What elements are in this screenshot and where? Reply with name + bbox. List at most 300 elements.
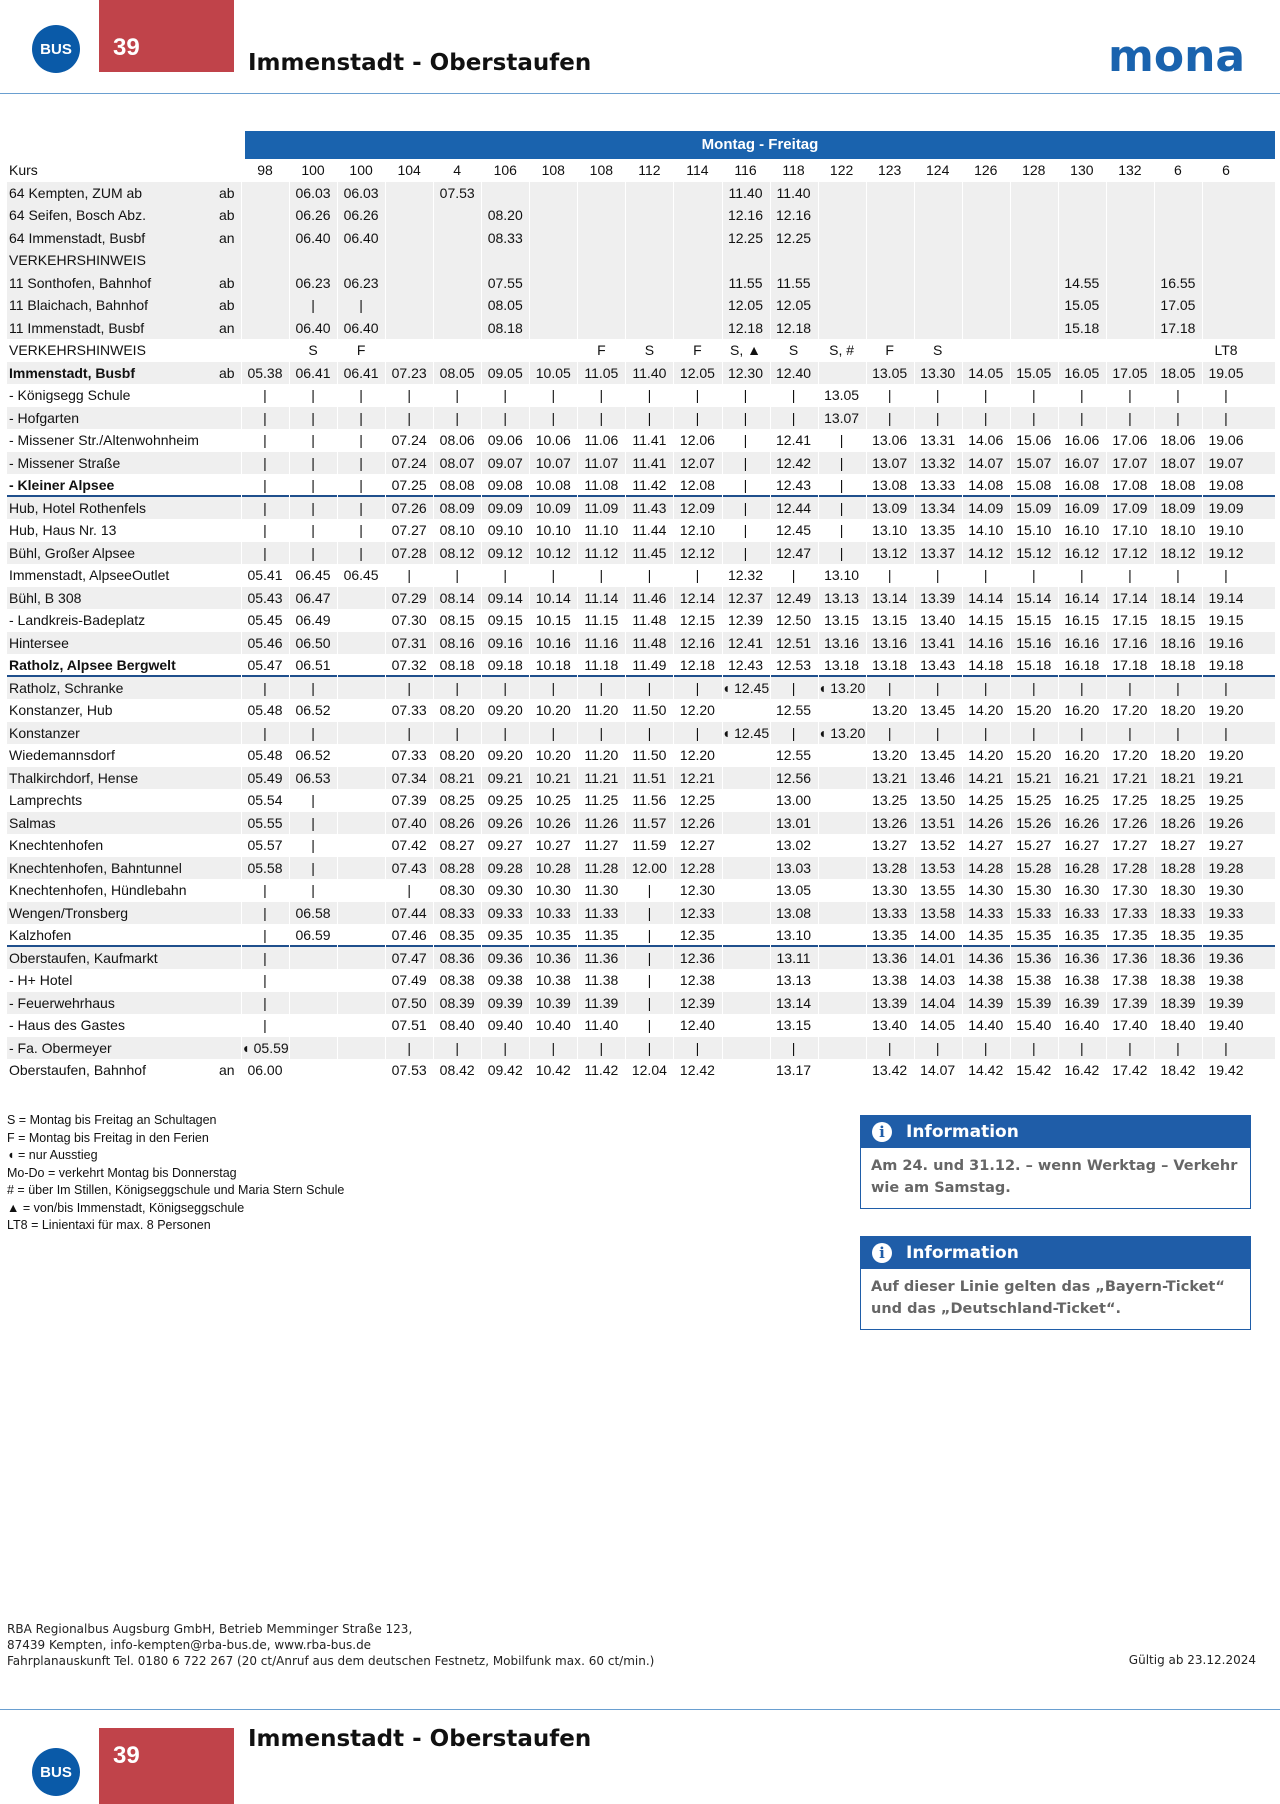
column-separator: [337, 609, 338, 632]
time-cell: |: [263, 477, 267, 493]
time-cell: 12.26: [679, 814, 715, 831]
time-cell: 19.30: [1208, 882, 1244, 898]
kurs-number: 6: [1174, 162, 1182, 178]
time-cell: 05.48: [247, 747, 283, 763]
column-separator: [866, 204, 867, 227]
column-separator: [1106, 249, 1107, 272]
column-separator: [289, 969, 290, 992]
column-separator: [577, 272, 578, 295]
column-separator: [1106, 317, 1107, 340]
arrival-departure-indicator: ab: [219, 184, 235, 201]
info-box-tickets: [860, 1236, 1251, 1330]
time-cell: 19.38: [1208, 972, 1244, 988]
column-separator: [914, 182, 915, 205]
time-cell: F: [597, 342, 606, 358]
column-separator: [1106, 339, 1107, 362]
time-cell: 13.07: [872, 454, 908, 471]
table-row: [7, 452, 1275, 475]
column-separator: [818, 1059, 819, 1082]
table-row: [7, 429, 1275, 452]
kurs-number: 108: [541, 162, 565, 178]
time-cell: 19.15: [1208, 612, 1244, 628]
time-cell: 13.00: [776, 792, 812, 808]
time-cell: 13.16: [824, 634, 860, 651]
time-cell: 16.08: [1064, 477, 1100, 493]
stop-name: Immenstadt, AlpseeOutlet: [9, 567, 170, 583]
arrival-departure-indicator: ab: [219, 207, 235, 223]
time-cell: 11.18: [584, 657, 619, 673]
time-cell: |: [1080, 387, 1084, 403]
info-icon: i: [872, 1122, 892, 1142]
column-separator: [818, 362, 819, 385]
column-separator: [770, 249, 771, 272]
time-cell: 09.42: [487, 1062, 523, 1078]
day-band: Montag - Freitag: [245, 131, 1275, 159]
time-cell: 19.40: [1208, 1017, 1244, 1033]
time-cell: |: [743, 409, 748, 426]
time-cell: 19.12: [1208, 544, 1244, 561]
time-cell: |: [551, 409, 556, 426]
table-row: [7, 564, 1275, 587]
time-cell: 11.16: [584, 634, 619, 651]
time-cell: 13.34: [920, 499, 956, 516]
stop-name: 64 Kempten, ZUM ab: [9, 184, 143, 201]
time-cell: 13.55: [920, 882, 956, 898]
time-cell: |: [695, 679, 700, 696]
time-cell: 18.16: [1160, 634, 1196, 651]
time-cell: |: [263, 454, 267, 471]
time-cell: 15.26: [1016, 814, 1052, 831]
time-cell: |: [983, 567, 988, 583]
stop-name: 11 Blaichach, Bahnhof: [9, 297, 149, 313]
column-separator: [385, 227, 386, 250]
time-cell: 15.38: [1016, 972, 1052, 988]
time-cell: 06.00: [247, 1062, 283, 1078]
column-separator: [625, 204, 626, 227]
time-cell: 06.51: [295, 657, 331, 673]
table-row: [7, 339, 1275, 362]
time-cell: 17.39: [1112, 994, 1148, 1011]
arrival-departure-indicator: an: [219, 1062, 235, 1078]
stop-name: - Landkreis-Badeplatz: [9, 612, 146, 628]
time-cell: 15.05: [1016, 364, 1052, 381]
time-cell: 12.55: [776, 702, 812, 718]
time-cell: 11.50: [632, 702, 667, 718]
time-cell: 17.35: [1112, 927, 1148, 943]
time-cell: 06.59: [295, 927, 331, 943]
time-cell: |: [311, 814, 315, 831]
time-cell: 05.58: [247, 859, 283, 876]
time-cell: |: [1176, 1039, 1180, 1056]
time-cell: 12.42: [679, 1062, 715, 1078]
time-cell: 12.37: [727, 589, 764, 606]
column-separator: [241, 227, 242, 250]
time-cell: 09.40: [487, 1017, 523, 1033]
time-cell: |: [983, 724, 988, 741]
time-cell: |: [503, 409, 508, 426]
info-box-holiday: [860, 1115, 1251, 1209]
time-cell: |: [1128, 409, 1132, 426]
stop-name: 11 Sonthofen, Bahnhof: [9, 274, 152, 291]
time-cell: 09.18: [487, 657, 523, 673]
column-separator: [673, 204, 674, 227]
column-separator: [866, 272, 867, 295]
time-cell: |: [983, 387, 988, 403]
column-separator: [433, 317, 434, 340]
arrival-departure-indicator: ab: [219, 274, 235, 291]
time-cell: 15.33: [1016, 904, 1052, 921]
time-cell: |: [743, 387, 748, 403]
time-cell: |: [311, 387, 315, 403]
column-separator: [481, 339, 482, 362]
time-cell: 06.41: [295, 364, 331, 381]
time-cell: 08.14: [439, 589, 475, 606]
time-cell: |: [263, 994, 267, 1011]
stop-name: - Fa. Obermeyer: [9, 1039, 112, 1056]
time-cell: 17.26: [1112, 814, 1148, 831]
time-cell: 07.24: [391, 432, 427, 448]
table-row: [7, 654, 1275, 677]
time-cell: 13.03: [776, 859, 812, 876]
time-cell: |: [1176, 724, 1180, 741]
time-cell: |: [311, 432, 315, 448]
time-cell: |: [503, 567, 508, 583]
time-cell: 05.49: [247, 769, 283, 786]
stop-name: Thalkirchdorf, Hense: [9, 769, 139, 786]
time-cell: 14.15: [968, 612, 1004, 628]
time-cell: 12.39: [679, 994, 715, 1011]
table-row: [7, 947, 1275, 970]
time-cell: 17.27: [1112, 837, 1148, 853]
time-cell: |: [263, 432, 267, 448]
time-cell: |: [263, 972, 267, 988]
time-cell: |: [1031, 724, 1036, 741]
time-cell: 11.40: [728, 184, 763, 201]
time-cell: |: [311, 837, 315, 853]
time-cell: |: [791, 724, 796, 741]
time-cell: |: [455, 387, 459, 403]
time-cell: 12.36: [679, 949, 715, 966]
time-cell: 15.40: [1016, 1017, 1052, 1033]
time-cell: 12.53: [776, 657, 812, 673]
time-cell: 06.23: [343, 274, 379, 291]
column-separator: [241, 249, 242, 272]
time-cell: 17.28: [1112, 859, 1148, 876]
time-cell: 09.21: [487, 769, 523, 786]
time-cell: 13.02: [776, 837, 812, 853]
time-cell: 12.15: [679, 612, 715, 628]
column-separator: [914, 249, 915, 272]
column-separator: [385, 339, 386, 362]
column-separator: [289, 992, 290, 1015]
column-separator: [818, 294, 819, 317]
column-separator: [577, 249, 578, 272]
table-row: [7, 722, 1275, 745]
time-cell: 13.05: [872, 364, 908, 381]
time-cell: 13.14: [776, 994, 812, 1011]
column-separator: [722, 1059, 723, 1082]
column-separator: [241, 204, 242, 227]
time-cell: 19.28: [1208, 859, 1244, 876]
time-cell: 05.48: [247, 702, 283, 718]
time-cell: 19.10: [1208, 522, 1244, 538]
time-cell: 13.13: [776, 972, 812, 988]
time-cell: 14.55: [1064, 274, 1100, 291]
time-cell: 12.08: [679, 477, 715, 493]
time-cell: 13.36: [872, 949, 908, 966]
kurs-number: 116: [734, 162, 757, 178]
column-separator: [385, 249, 386, 272]
time-cell: S: [788, 342, 799, 358]
column-separator: [722, 969, 723, 992]
time-cell: 15.30: [1016, 882, 1052, 898]
legend-item: Mo-Do = verkehrt Montag bis Donnerstag: [7, 1165, 237, 1180]
column-separator: [914, 204, 915, 227]
time-cell: |: [839, 544, 844, 561]
time-cell: 10.39: [535, 994, 571, 1011]
time-cell: 18.30: [1160, 882, 1196, 898]
time-cell: 13.17: [776, 1062, 812, 1078]
time-cell: 16.35: [1064, 927, 1100, 943]
time-cell: 06.26: [295, 207, 331, 223]
time-cell: 09.10: [487, 522, 523, 538]
time-cell: S, ▲: [730, 342, 761, 358]
time-cell: 10.05: [535, 364, 571, 381]
time-cell: ◖ 05.59: [241, 1039, 289, 1056]
time-cell: 08.08: [439, 477, 475, 493]
time-cell: |: [791, 1039, 796, 1056]
time-cell: 16.25: [1064, 792, 1100, 808]
stop-name: Ratholz, Schranke: [9, 679, 124, 696]
column-separator: [529, 317, 530, 340]
time-cell: 09.20: [487, 747, 523, 763]
time-cell: 09.08: [487, 477, 523, 493]
time-cell: 08.40: [439, 1017, 475, 1033]
column-separator: [673, 249, 674, 272]
stop-name: 64 Immenstadt, Busbf: [9, 229, 146, 246]
column-separator: [1010, 294, 1011, 317]
column-separator: [1058, 204, 1059, 227]
column-separator: [722, 902, 723, 925]
time-cell: 09.15: [487, 612, 523, 628]
table-row: [7, 924, 1275, 947]
time-cell: |: [311, 859, 315, 876]
table-row: [7, 857, 1275, 880]
page-footer-header: [0, 1709, 1280, 1804]
column-separator: [1202, 249, 1203, 272]
time-cell: |: [647, 994, 652, 1011]
time-cell: 10.26: [535, 814, 571, 831]
time-cell: 18.27: [1160, 837, 1196, 853]
time-cell: 17.18: [1160, 319, 1196, 336]
arrival-departure-indicator: ab: [219, 364, 235, 381]
time-cell: 10.18: [535, 657, 571, 673]
time-cell: 13.41: [920, 634, 956, 651]
column-separator: [337, 947, 338, 970]
column-separator: [337, 879, 338, 902]
time-cell: |: [311, 792, 315, 808]
time-cell: 16.20: [1064, 702, 1100, 718]
time-cell: |: [455, 679, 459, 696]
time-cell: |: [263, 544, 267, 561]
time-cell: 19.20: [1208, 747, 1244, 763]
time-cell: |: [503, 387, 508, 403]
time-cell: 17.12: [1112, 544, 1148, 561]
column-separator: [577, 204, 578, 227]
time-cell: 14.40: [968, 1017, 1004, 1033]
time-cell: 08.35: [439, 927, 475, 943]
time-cell: ◖ 12.45: [721, 724, 770, 741]
time-cell: 06.52: [295, 702, 331, 718]
time-cell: |: [599, 387, 604, 403]
time-cell: 16.16: [1064, 634, 1100, 651]
time-cell: 12.27: [679, 837, 715, 853]
time-cell: 12.00: [631, 859, 667, 876]
time-cell: 15.10: [1016, 522, 1052, 538]
time-cell: 18.35: [1160, 927, 1196, 943]
column-separator: [818, 879, 819, 902]
time-cell: 17.09: [1112, 499, 1148, 516]
time-cell: 12.14: [679, 589, 715, 606]
time-cell: 15.39: [1016, 994, 1052, 1011]
stop-name: Lamprechts: [9, 792, 83, 808]
time-cell: 13.08: [872, 477, 908, 493]
time-cell: 16.30: [1064, 882, 1100, 898]
time-cell: |: [647, 927, 652, 943]
stop-name: - Missener Straße: [9, 454, 121, 471]
time-cell: 09.14: [487, 589, 523, 606]
time-cell: 18.20: [1160, 702, 1196, 718]
time-cell: 19.39: [1208, 994, 1244, 1011]
time-cell: 13.20: [872, 747, 908, 763]
stop-name: - Hofgarten: [9, 409, 80, 426]
info-box-title: Information: [906, 1122, 1019, 1142]
time-cell: 19.27: [1208, 837, 1244, 853]
time-cell: 13.07: [824, 409, 860, 426]
time-cell: 10.28: [535, 859, 571, 876]
time-cell: 12.32: [727, 567, 764, 583]
page-title: Immenstadt - Oberstaufen: [248, 50, 592, 76]
column-separator: [433, 272, 434, 295]
column-separator: [385, 294, 386, 317]
arrival-departure-indicator: an: [219, 229, 235, 246]
time-cell: 19.08: [1208, 477, 1244, 493]
stop-name: Hub, Hotel Rothenfels: [9, 499, 146, 516]
time-cell: |: [647, 679, 652, 696]
time-cell: |: [311, 522, 315, 538]
time-cell: 11.41: [632, 432, 667, 448]
column-separator: [722, 812, 723, 835]
column-separator: [385, 317, 386, 340]
time-cell: S, #: [829, 342, 855, 358]
time-cell: 13.15: [872, 612, 908, 628]
column-separator: [625, 272, 626, 295]
time-cell: 19.42: [1208, 1062, 1244, 1078]
column-separator: [1202, 182, 1203, 205]
time-cell: 13.08: [776, 904, 812, 921]
time-cell: 08.39: [439, 994, 475, 1011]
time-cell: 14.38: [968, 972, 1004, 988]
time-cell: 12.41: [776, 432, 812, 448]
footer-divider: [0, 1709, 1280, 1710]
time-cell: |: [311, 499, 315, 516]
time-cell: 13.18: [824, 657, 860, 673]
valid-from: Gültig ab 23.12.2024: [1128, 1653, 1256, 1667]
time-cell: |: [887, 387, 892, 403]
time-cell: 14.14: [968, 589, 1004, 606]
column-separator: [337, 654, 338, 677]
time-cell: 08.38: [439, 972, 475, 988]
column-separator: [818, 992, 819, 1015]
time-cell: |: [935, 409, 940, 426]
time-cell: 16.27: [1064, 837, 1100, 853]
time-cell: 13.51: [920, 814, 956, 831]
time-cell: 16.26: [1064, 814, 1100, 831]
time-cell: 13.37: [920, 544, 956, 561]
time-cell: |: [983, 409, 988, 426]
column-separator: [529, 249, 530, 272]
stop-name: Knechtenhofen: [9, 837, 104, 853]
column-separator: [337, 1059, 338, 1082]
time-cell: S: [644, 342, 655, 358]
column-separator: [577, 317, 578, 340]
time-cell: |: [551, 679, 556, 696]
time-cell: 12.49: [776, 589, 812, 606]
time-cell: |: [407, 679, 411, 696]
time-cell: |: [311, 679, 315, 696]
time-cell: 08.20: [439, 747, 475, 763]
time-cell: 11.06: [584, 432, 619, 448]
time-cell: 13.33: [920, 477, 956, 493]
time-cell: 16.36: [1064, 949, 1100, 966]
time-cell: 14.06: [968, 432, 1004, 448]
time-cell: |: [359, 544, 363, 561]
time-cell: 12.30: [679, 882, 715, 898]
time-cell: 14.20: [968, 747, 1004, 763]
table-row: [7, 789, 1275, 812]
time-cell: 09.25: [487, 792, 523, 808]
time-cell: 07.23: [391, 364, 427, 381]
column-separator: [433, 227, 434, 250]
time-cell: |: [455, 409, 459, 426]
time-cell: 08.10: [439, 522, 475, 538]
time-cell: 12.25: [727, 229, 764, 246]
column-separator: [914, 272, 915, 295]
time-cell: |: [263, 904, 267, 921]
kurs-header-row: [7, 159, 1275, 182]
column-separator: [1106, 294, 1107, 317]
column-separator: [337, 834, 338, 857]
time-cell: 11.07: [584, 454, 619, 471]
time-cell: 13.13: [824, 589, 860, 606]
time-cell: 09.12: [487, 544, 523, 561]
time-cell: |: [311, 477, 315, 493]
column-separator: [1058, 249, 1059, 272]
time-cell: 12.45: [776, 522, 812, 538]
time-cell: 16.39: [1064, 994, 1100, 1011]
time-cell: 09.09: [487, 499, 523, 516]
time-cell: 07.26: [391, 499, 427, 516]
time-cell: |: [407, 409, 411, 426]
time-cell: 13.26: [872, 814, 908, 831]
time-cell: 06.03: [295, 184, 331, 201]
column-separator: [1106, 272, 1107, 295]
table-row: [7, 632, 1275, 655]
info-icon: i: [872, 1243, 892, 1263]
time-cell: 11.15: [584, 612, 619, 628]
time-cell: 13.01: [776, 814, 812, 831]
time-cell: 11.33: [584, 904, 619, 921]
